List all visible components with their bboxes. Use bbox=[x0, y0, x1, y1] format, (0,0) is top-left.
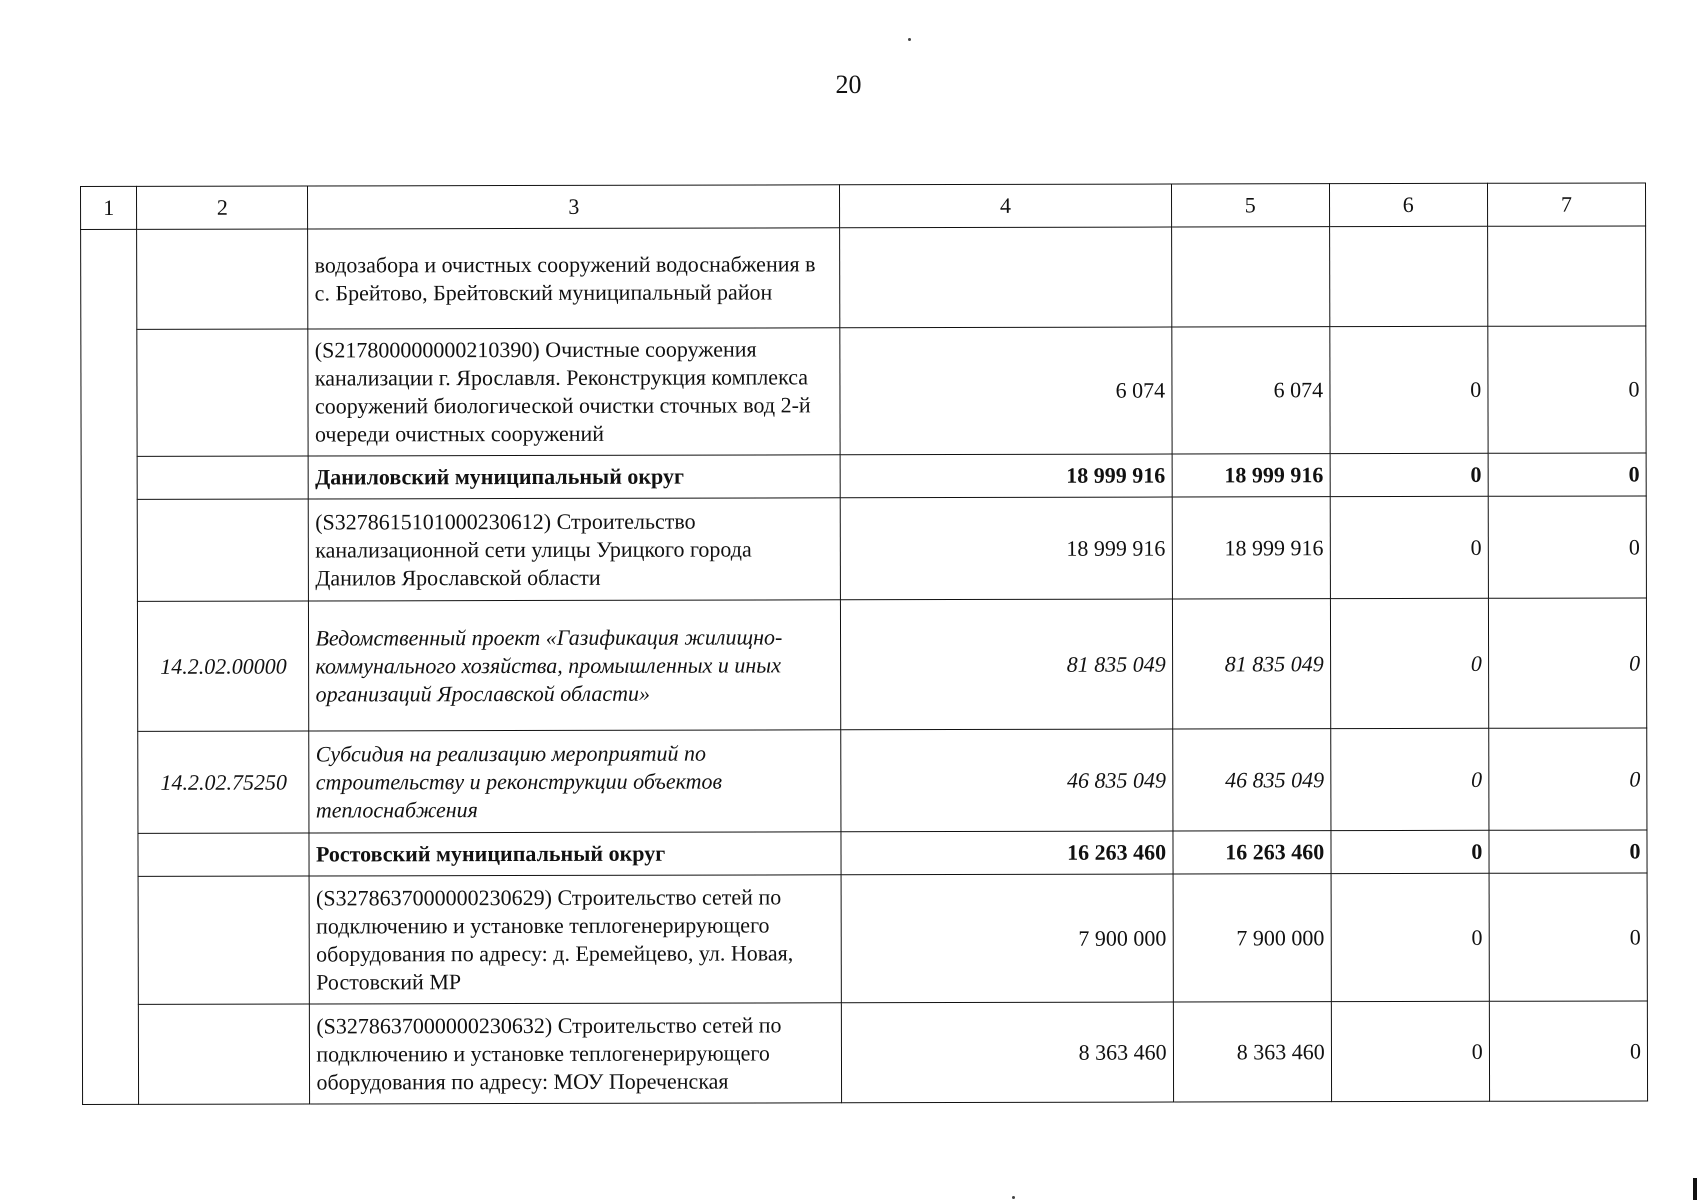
row-value-5: 7 900 000 bbox=[1173, 874, 1331, 1002]
row-value-5: 8 363 460 bbox=[1173, 1002, 1331, 1102]
row-value-5: 18 999 916 bbox=[1172, 454, 1330, 497]
col1-merged-cell bbox=[81, 229, 139, 1104]
table-row-project bbox=[81, 598, 1646, 732]
row-value-5: 16 263 460 bbox=[1173, 831, 1331, 874]
header-col-5: 5 bbox=[1171, 184, 1329, 227]
row-value-6: 0 bbox=[1331, 873, 1489, 1001]
row-value-4 bbox=[840, 227, 1172, 328]
scan-speck bbox=[1012, 1196, 1015, 1199]
row-code: 14.2.02.75250 bbox=[138, 731, 309, 833]
header-col-6: 6 bbox=[1329, 183, 1487, 226]
header-col-1: 1 bbox=[81, 186, 137, 229]
table-row bbox=[81, 496, 1646, 602]
row-code bbox=[139, 1004, 310, 1104]
row-name: Даниловский муниципальный округ bbox=[309, 455, 841, 499]
row-code bbox=[137, 456, 308, 499]
row-value-5: 6 074 bbox=[1171, 327, 1329, 454]
scan-speck bbox=[908, 38, 911, 41]
row-value-7: 0 bbox=[1489, 728, 1647, 830]
row-value-5 bbox=[1171, 227, 1329, 327]
row-name: Ростовский муниципальный округ bbox=[309, 832, 841, 876]
row-value-7 bbox=[1487, 226, 1645, 326]
budget-table bbox=[80, 182, 1648, 1105]
row-value-6: 0 bbox=[1330, 326, 1488, 453]
row-value-7: 0 bbox=[1488, 453, 1646, 496]
row-name: (S327863700000023062​9) Строительство сетей по подключению и установке теплогенерирующего оборудования по адресу: д. Еремейцево, ул. Новая, Ростовский МР bbox=[309, 875, 841, 1004]
header-col-7: 7 bbox=[1487, 183, 1645, 226]
row-name: (S217800000000210390) Очистные сооружения канализации г. Ярославля. Реконструкция комплекса сооружений биологической очистки сточных вод 2-й очереди очистных сооружений bbox=[308, 328, 840, 456]
row-name: (S327863700000023063​2) Строительство сетей по подключению и установке теплогенерирующего оборудования по адресу: МОУ Пореченская bbox=[310, 1003, 842, 1104]
row-code bbox=[137, 229, 308, 329]
header-col-4: 4 bbox=[840, 184, 1172, 228]
header-row bbox=[81, 183, 1646, 230]
row-value-6: 0 bbox=[1331, 1001, 1489, 1101]
row-value-6: 0 bbox=[1331, 830, 1489, 873]
row-code bbox=[137, 329, 308, 456]
row-name: Ведомственный проект «Газификация жилищно-коммунального хозяйства, промышленных и иных организаций Ярославской области» bbox=[309, 600, 841, 731]
header-col-2: 2 bbox=[137, 186, 308, 229]
row-value-6: 0 bbox=[1330, 598, 1488, 728]
table-row bbox=[81, 226, 1646, 330]
row-value-6: 0 bbox=[1330, 496, 1488, 598]
row-value-4: 18 999 916 bbox=[840, 454, 1172, 498]
row-name: водозабора и очистных сооружений водоснабжения в с. Брейтово, Брейтовский муниципальный район bbox=[308, 228, 840, 329]
row-value-4: 7 900 000 bbox=[841, 874, 1173, 1003]
row-value-4: 16 263 460 bbox=[841, 831, 1173, 875]
row-code bbox=[138, 876, 309, 1004]
row-value-4: 18 999 916 bbox=[840, 497, 1172, 600]
table-row-subsidy bbox=[82, 728, 1647, 834]
row-name: (S327861510100023061​2) Строительство канализационной сети улицы Урицкого города Данилов Ярославской области bbox=[309, 498, 841, 601]
row-value-4: 46 835 049 bbox=[841, 729, 1173, 832]
row-value-7: 0 bbox=[1489, 830, 1647, 873]
row-value-4: 81 835 049 bbox=[841, 599, 1173, 730]
row-value-6: 0 bbox=[1330, 728, 1488, 830]
table-row bbox=[81, 326, 1646, 457]
row-value-4: 8 363 460 bbox=[842, 1002, 1174, 1103]
row-value-6: 0 bbox=[1330, 453, 1488, 496]
row-name: Субсидия на реализацию мероприятий по строительству и реконструкции объектов теплоснабжения bbox=[309, 730, 841, 833]
row-value-4: 6 074 bbox=[840, 327, 1172, 455]
row-value-7: 0 bbox=[1489, 873, 1647, 1001]
table-row bbox=[82, 873, 1647, 1005]
scan-edge-mark bbox=[1693, 1178, 1697, 1200]
row-value-7: 0 bbox=[1488, 496, 1646, 598]
page-number: 20 bbox=[835, 70, 862, 99]
table-row-subtotal bbox=[81, 453, 1646, 500]
row-value-5: 18 999 916 bbox=[1172, 497, 1330, 599]
row-value-5: 81 835 049 bbox=[1172, 599, 1330, 729]
header-col-3: 3 bbox=[308, 185, 840, 229]
row-value-7: 0 bbox=[1488, 326, 1646, 453]
row-value-6 bbox=[1329, 226, 1487, 326]
row-value-7: 0 bbox=[1488, 598, 1646, 728]
row-code: 14.2.02.00000 bbox=[138, 601, 309, 731]
row-value-7: 0 bbox=[1489, 1001, 1647, 1101]
table-row bbox=[82, 1001, 1647, 1105]
row-code bbox=[138, 833, 309, 876]
row-value-5: 46 835 049 bbox=[1172, 729, 1330, 831]
row-code bbox=[138, 499, 309, 601]
table-row-subtotal bbox=[82, 830, 1647, 877]
